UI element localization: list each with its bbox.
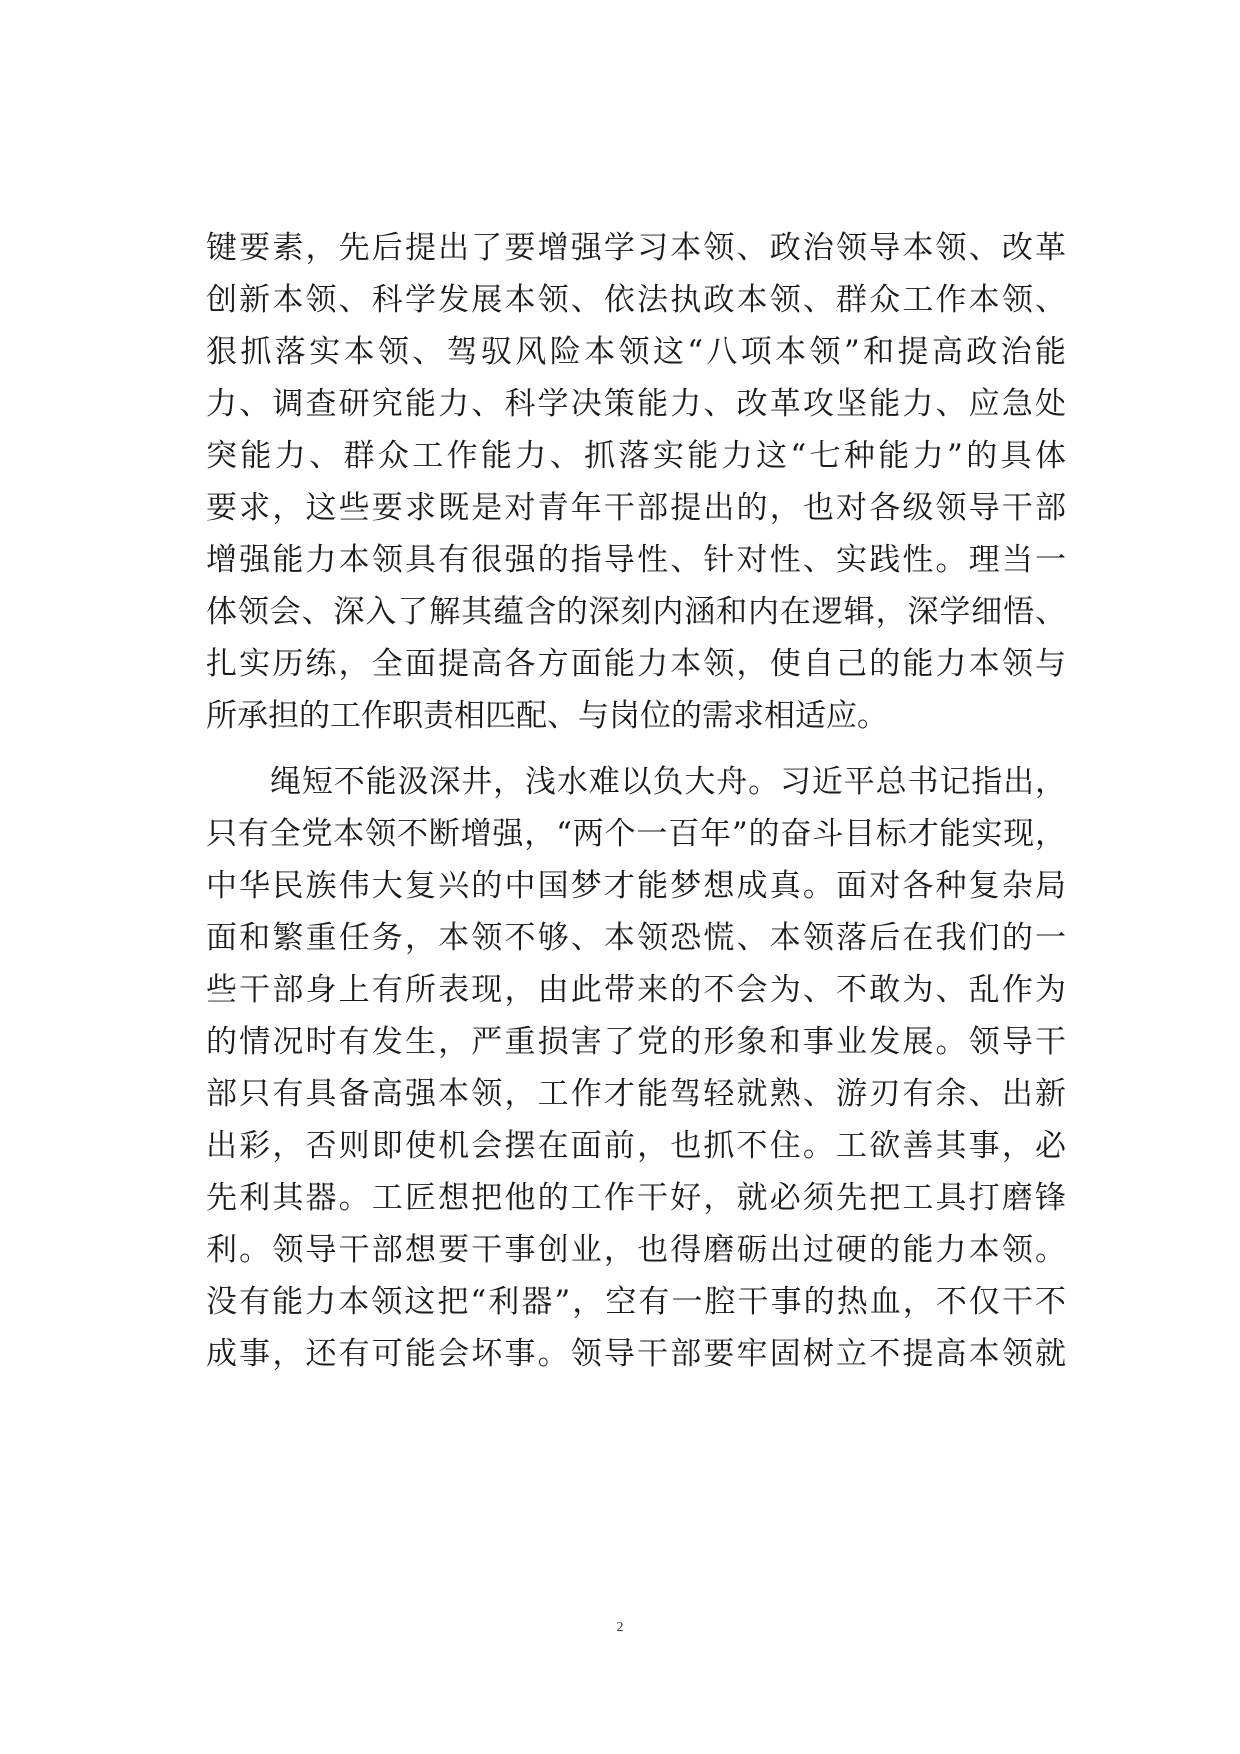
text-line: 的情况时有发生，严重损害了党的形象和事业发展。领导干 — [206, 1024, 1066, 1060]
text-line: 中华民族伟大复兴的中国梦才能梦想成真。面对各种复杂局 — [206, 868, 1066, 904]
text-line: 部只有具备高强本领，工作才能驾轻就熟、游刃有余、出新 — [206, 1076, 1066, 1112]
text-line: 没有能力本领这把“利器”，空有一腔干事的热血，不仅干不 — [206, 1284, 1066, 1320]
text-line: 力、调查研究能力、科学决策能力、改革攻坚能力、应急处 — [206, 386, 1066, 422]
page-number: 2 — [616, 1620, 624, 1635]
text-line: 突能力、群众工作能力、抓落实能力这“七种能力”的具体 — [206, 438, 1066, 474]
paragraph-1 — [206, 222, 1066, 742]
text-line: 要求，这些要求既是对青年干部提出的，也对各级领导干部 — [206, 490, 1066, 526]
text-line: 狠抓落实本领、驾驭风险本领这“八项本领”和提高政治能 — [206, 334, 1066, 370]
text-line: 绳短不能汲深井，浅水难以负大舟。习近平总书记指出， — [270, 764, 1066, 800]
text-line: 键要素，先后提出了要增强学习本领、政治领导本领、改革 — [206, 230, 1066, 266]
text-line: 只有全党本领不断增强，“两个一百年”的奋斗目标才能实现， — [206, 816, 1066, 852]
text-line: 利。领导干部想要干事创业，也得磨砺出过硬的能力本领。 — [206, 1232, 1066, 1268]
text-line: 成事，还有可能会坏事。领导干部要牢固树立不提高本领就 — [206, 1336, 1066, 1372]
body-text — [206, 222, 1066, 1380]
paragraph-2 — [206, 756, 1066, 1380]
text-line: 先利其器。工匠想把他的工作干好，就必须先把工具打磨锋 — [206, 1180, 1066, 1216]
text-line: 增强能力本领具有很强的指导性、针对性、实践性。理当一 — [206, 542, 1066, 578]
text-line: 创新本领、科学发展本领、依法执政本领、群众工作本领、 — [206, 282, 1066, 318]
text-line: 体领会、深入了解其蕴含的深刻内涵和内在逻辑，深学细悟、 — [206, 594, 1066, 630]
paragraph-spacing — [206, 742, 1066, 756]
text-line: 些干部身上有所表现，由此带来的不会为、不敢为、乱作为 — [206, 972, 1066, 1008]
text-line: 面和繁重任务，本领不够、本领恐慌、本领落后在我们的一 — [206, 920, 1066, 956]
text-line: 所承担的工作职责相匹配、与岗位的需求相适应。 — [206, 698, 888, 734]
text-line: 出彩，否则即使机会摆在面前，也抓不住。工欲善其事，必 — [206, 1128, 1066, 1164]
text-line: 扎实历练，全面提高各方面能力本领，使自己的能力本领与 — [206, 646, 1066, 682]
